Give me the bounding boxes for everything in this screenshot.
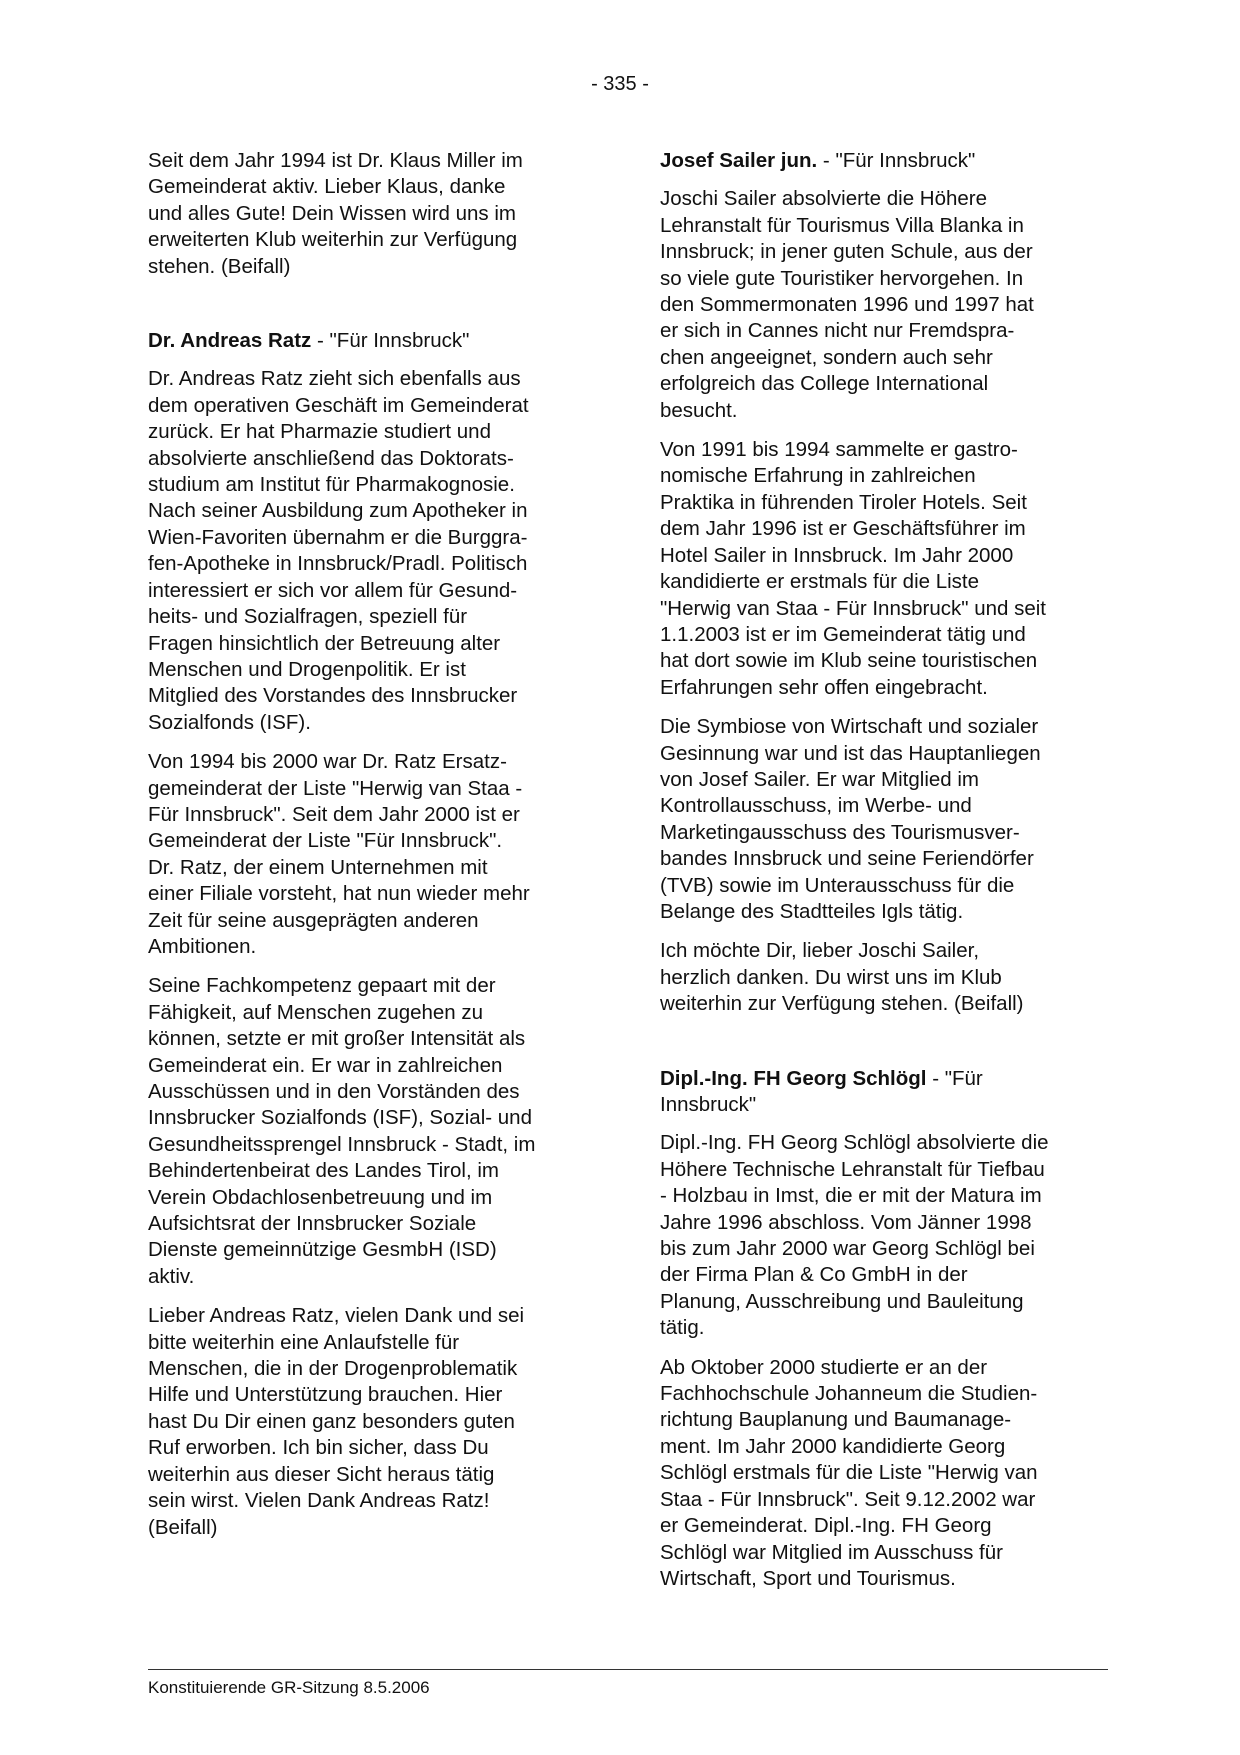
section-heading-ratz [148,328,590,354]
section-heading-name: Dr. Andreas Ratz [148,329,312,353]
footer-text: Konstituierende GR-Sitzung 8.5.2006 [148,1678,430,1697]
sailer-paragraph: Joschi Sailer absolvierte die Höhere Lehranstalt für Tourismus Villa Blanka in Innsbruck; in jener guten Schule, aus der so viele gute Touristiker hervorgehen. In den Sommermonaten 1996 und 1997 hat er sich in Cannes nicht nur Fremdspra- chen angeeignet, sondern auch sehr erfolgreich das College International besucht. [660,187,1034,422]
sailer-paragraph: Ich möchte Dir, lieber Joschi Sailer, herzlich danken. Du wirst uns im Klub weiterhin zur Verfügung stehen. (Beifall) [660,939,1024,1016]
sailer-paragraph: Von 1991 bis 1994 sammelte er gastro- nomische Erfahrung in zahlreichen Praktika in führenden Tiroler Hotels. Seit dem Jahr 1996 ist er Geschäftsführer im Hotel Sailer in Innsbruck. Im Jahr 2000 kandidierte er erstmals für die Liste "Herwig van Staa - Für Innsbruck" und seit 1.1.2003 ist er im Gemeinderat tätig und hat dort sowie im Klub seine touristischen Erfahrungen sehr offen eingebracht. [660,438,1046,699]
ratz-paragraph: Lieber Andreas Ratz, vielen Dank und sei bitte weiterhin eine Anlaufstelle für Menschen, die in der Drogenproblematik Hilfe und Unterstützung brauchen. Hier hast Du Dir einen ganz besonders guten Ruf erworben. Ich bin sicher, dass Du weiterhin aus dieser Sicht heraus tätig sein wirst. Vielen Dank Andreas Ratz! (Beifall) [148,1304,525,1539]
schloegl-paragraph: Ab Oktober 2000 studierte er an der Fachhochschule Johanneum die Studien- richtung Bauplanung und Baumanage- ment. Im Jahr 2000 kandidierte Georg Schlögl erstmals für die Liste "Herwig van Staa - Für Innsbruck". Seit 9.12.2002 war er Gemeinderat. Dipl.-Ing. FH Georg Schlögl war Mitglied im Ausschuss für Wirtschaft, Sport und Tourismus. [660,1355,1038,1590]
right-column [660,148,1106,1605]
section-heading-name: Dipl.-Ing. FH Georg Schlögl [660,1066,927,1090]
section-heading-name: Josef Sailer jun. [660,149,818,172]
page-number: - 335 - [591,73,649,95]
ratz-paragraph: Dr. Andreas Ratz zieht sich ebenfalls aus dem operativen Geschäft im Gemeinderat zurück. Er hat Pharmazie studiert und absolvierte anschließend das Doktorats- studium am Institut für Pharmakognosie. Nach seiner Ausbildung zum Apotheker in Wien-Favoriten übernahm er die Burggra- fen-Apotheke in Innsbruck/Pradl. Politisch interessiert er sich vor allem für Gesund- heits- und Sozialfragen, speziell für Fragen hinsichtlich der Betreuung alter Menschen und Drogenpolitik. Er ist Mitglied des Vorstandes des Innsbrucker Sozialfonds (ISF). [148,367,529,734]
sailer-paragraph: Die Symbiose von Wirtschaft und sozialer Gesinnung war und ist das Hauptanliegen von Josef Sailer. Er war Mitglied im Kontrollausschuss, im Werbe- und Marketingausschuss des Tourismusver- bandes Innsbruck und seine Feriendörfer (TVB) sowie im Unterausschuss für die Belange des Stadtteiles Igls tätig. [660,715,1041,923]
section-heading-sailer [660,148,1106,174]
section-heading-affiliation: - "Für Innsbruck" [311,329,470,353]
ratz-paragraph: Seine Fachkompetenz gepaart mit der Fähigkeit, auf Menschen zugehen zu können, setzte er mit großer Intensität als Gemeinderat ein. Er war in zahlreichen Ausschüssen und in den Vorständen des Innsbrucker Sozialfonds (ISF), Sozial- und Gesundheitssprengel Innsbruck - Stadt, im Behindertenbeirat des Landes Tirol, im Verein Obdachlosenbetreuung und im Aufsichtsrat der Innsbrucker Soziale Dienste gemeinnützige GesmbH (ISD) aktiv. [148,974,536,1288]
schloegl-paragraph: Dipl.-Ing. FH Georg Schlögl absolvierte die Höhere Technische Lehranstalt für Tiefbau - Holzbau in Imst, die er mit der Matura im Jahre 1996 abschloss. Vom Jänner 1998 bis zum Jahr 2000 war Georg Schlögl bei der Firma Plan & Co GmbH in der Planung, Ausschreibung und Bauleitung tätig. [660,1131,1049,1340]
section-heading-schloegl [660,1066,1106,1119]
ratz-paragraph: Von 1994 bis 2000 war Dr. Ratz Ersatz- gemeinderat der Liste "Herwig van Staa - Für Innsbruck". Seit dem Jahr 2000 ist er Gemeinderat der Liste "Für Innsbruck". Dr. Ratz, der einem Unternehmen mit einer Filiale vorsteht, hat nun wieder mehr Zeit für seine ausgeprägten anderen Ambitionen. [148,750,530,958]
section-heading-affiliation: - "Für Innsbruck" [817,149,976,172]
intro-paragraph: Seit dem Jahr 1994 ist Dr. Klaus Miller im Gemeinderat aktiv. Lieber Klaus, danke und alles Gute! Dein Wissen wird uns im erweiterten Klub weiterhin zur Verfügung stehen. (Beifall) [148,149,523,278]
footer-divider [148,1669,1108,1670]
section-heading-affiliation: - "Für Innsbruck" [660,1066,983,1116]
left-column [148,148,590,1554]
